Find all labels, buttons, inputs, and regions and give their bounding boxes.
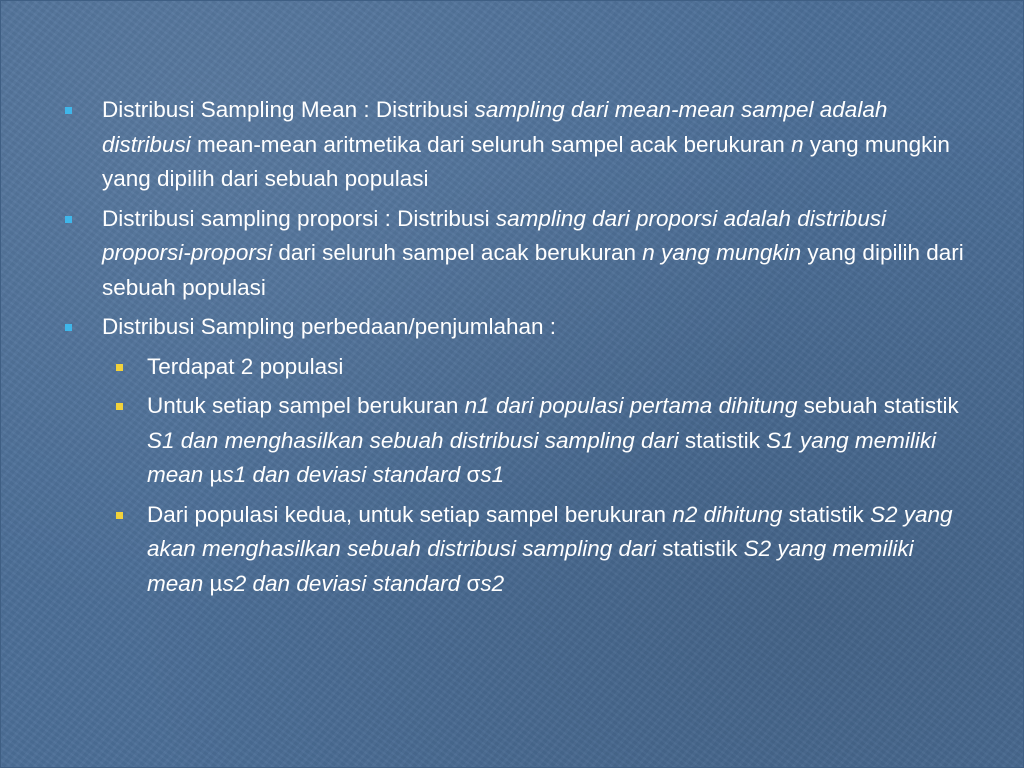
text-run: dari seluruh sampel acak berukuran	[272, 240, 643, 265]
text-run: statistik	[782, 501, 870, 527]
square-bullet-icon	[65, 216, 72, 223]
italic-text-run: s1 dan deviasi standard	[222, 462, 467, 487]
bullet-item	[61, 310, 966, 345]
bullet-item	[61, 202, 966, 306]
italic-text-run: S2 yang memiliki mean	[147, 536, 914, 596]
text-run: σ	[466, 462, 481, 487]
italic-text-run: n yang mungkin	[642, 240, 802, 265]
sub-bullet-item	[61, 350, 966, 385]
text-run: sebuah statistik	[797, 393, 959, 418]
sub-bullet-item	[61, 389, 966, 493]
italic-text-run: n	[791, 131, 804, 157]
bullet-text	[102, 314, 556, 339]
text-run: µ	[209, 570, 223, 596]
italic-text-run: s2	[480, 570, 505, 596]
bullet-text	[147, 502, 953, 596]
text-run: Distribusi Sampling Mean : Distribusi	[102, 97, 475, 122]
text-run: Untuk setiap sampel berukuran	[147, 393, 465, 418]
square-bullet-icon	[65, 107, 72, 114]
text-run: Distribusi sampling proporsi : Distribusi	[102, 205, 496, 231]
sub-square-bullet-icon	[116, 364, 123, 371]
text-run: Distribusi Sampling perbedaan/penjumlahan :	[102, 314, 557, 339]
bullet-list	[61, 93, 966, 606]
italic-text-run: n2 dihitung	[672, 501, 783, 527]
italic-text-run: n1 dari populasi pertama dihitung	[464, 393, 798, 418]
italic-text-run: S2 yang akan menghasilkan sebuah distribusi sampling dari	[147, 501, 953, 561]
italic-text-run: s1	[480, 462, 505, 487]
italic-text-run: sampling dari proporsi adalah distribusi proporsi-proporsi	[102, 205, 887, 265]
bullet-item	[61, 93, 966, 197]
text-run: yang dipilih dari sebuah populasi	[102, 240, 964, 300]
italic-text-run: sampling dari mean-mean sampel adalah distribusi	[102, 97, 888, 157]
italic-text-run: S1 yang memiliki mean	[147, 427, 937, 487]
text-run: statistik	[678, 427, 767, 453]
text-run: σ	[466, 570, 481, 596]
text-run: statistik	[656, 536, 744, 561]
italic-text-run: s2 dan deviasi standard	[222, 570, 467, 596]
text-run: µ	[209, 462, 223, 487]
sub-square-bullet-icon	[116, 512, 123, 519]
bullet-text	[102, 97, 950, 191]
sub-square-bullet-icon	[116, 403, 123, 410]
text-run: mean-mean aritmetika dari seluruh sampel acak berukuran	[190, 131, 792, 157]
italic-text-run: S1 dan menghasilkan sebuah distribusi sampling dari	[147, 427, 679, 453]
square-bullet-icon	[65, 324, 72, 331]
bullet-text	[102, 206, 964, 300]
text-run: Dari populasi kedua, untuk setiap sampel berukuran	[147, 501, 673, 527]
bullet-text	[147, 354, 343, 379]
text-run: yang mungkin yang dipilih dari sebuah populasi	[102, 131, 950, 191]
bullet-text	[147, 393, 959, 487]
sub-bullet-item	[61, 498, 966, 602]
text-run: Terdapat 2 populasi	[147, 353, 344, 379]
